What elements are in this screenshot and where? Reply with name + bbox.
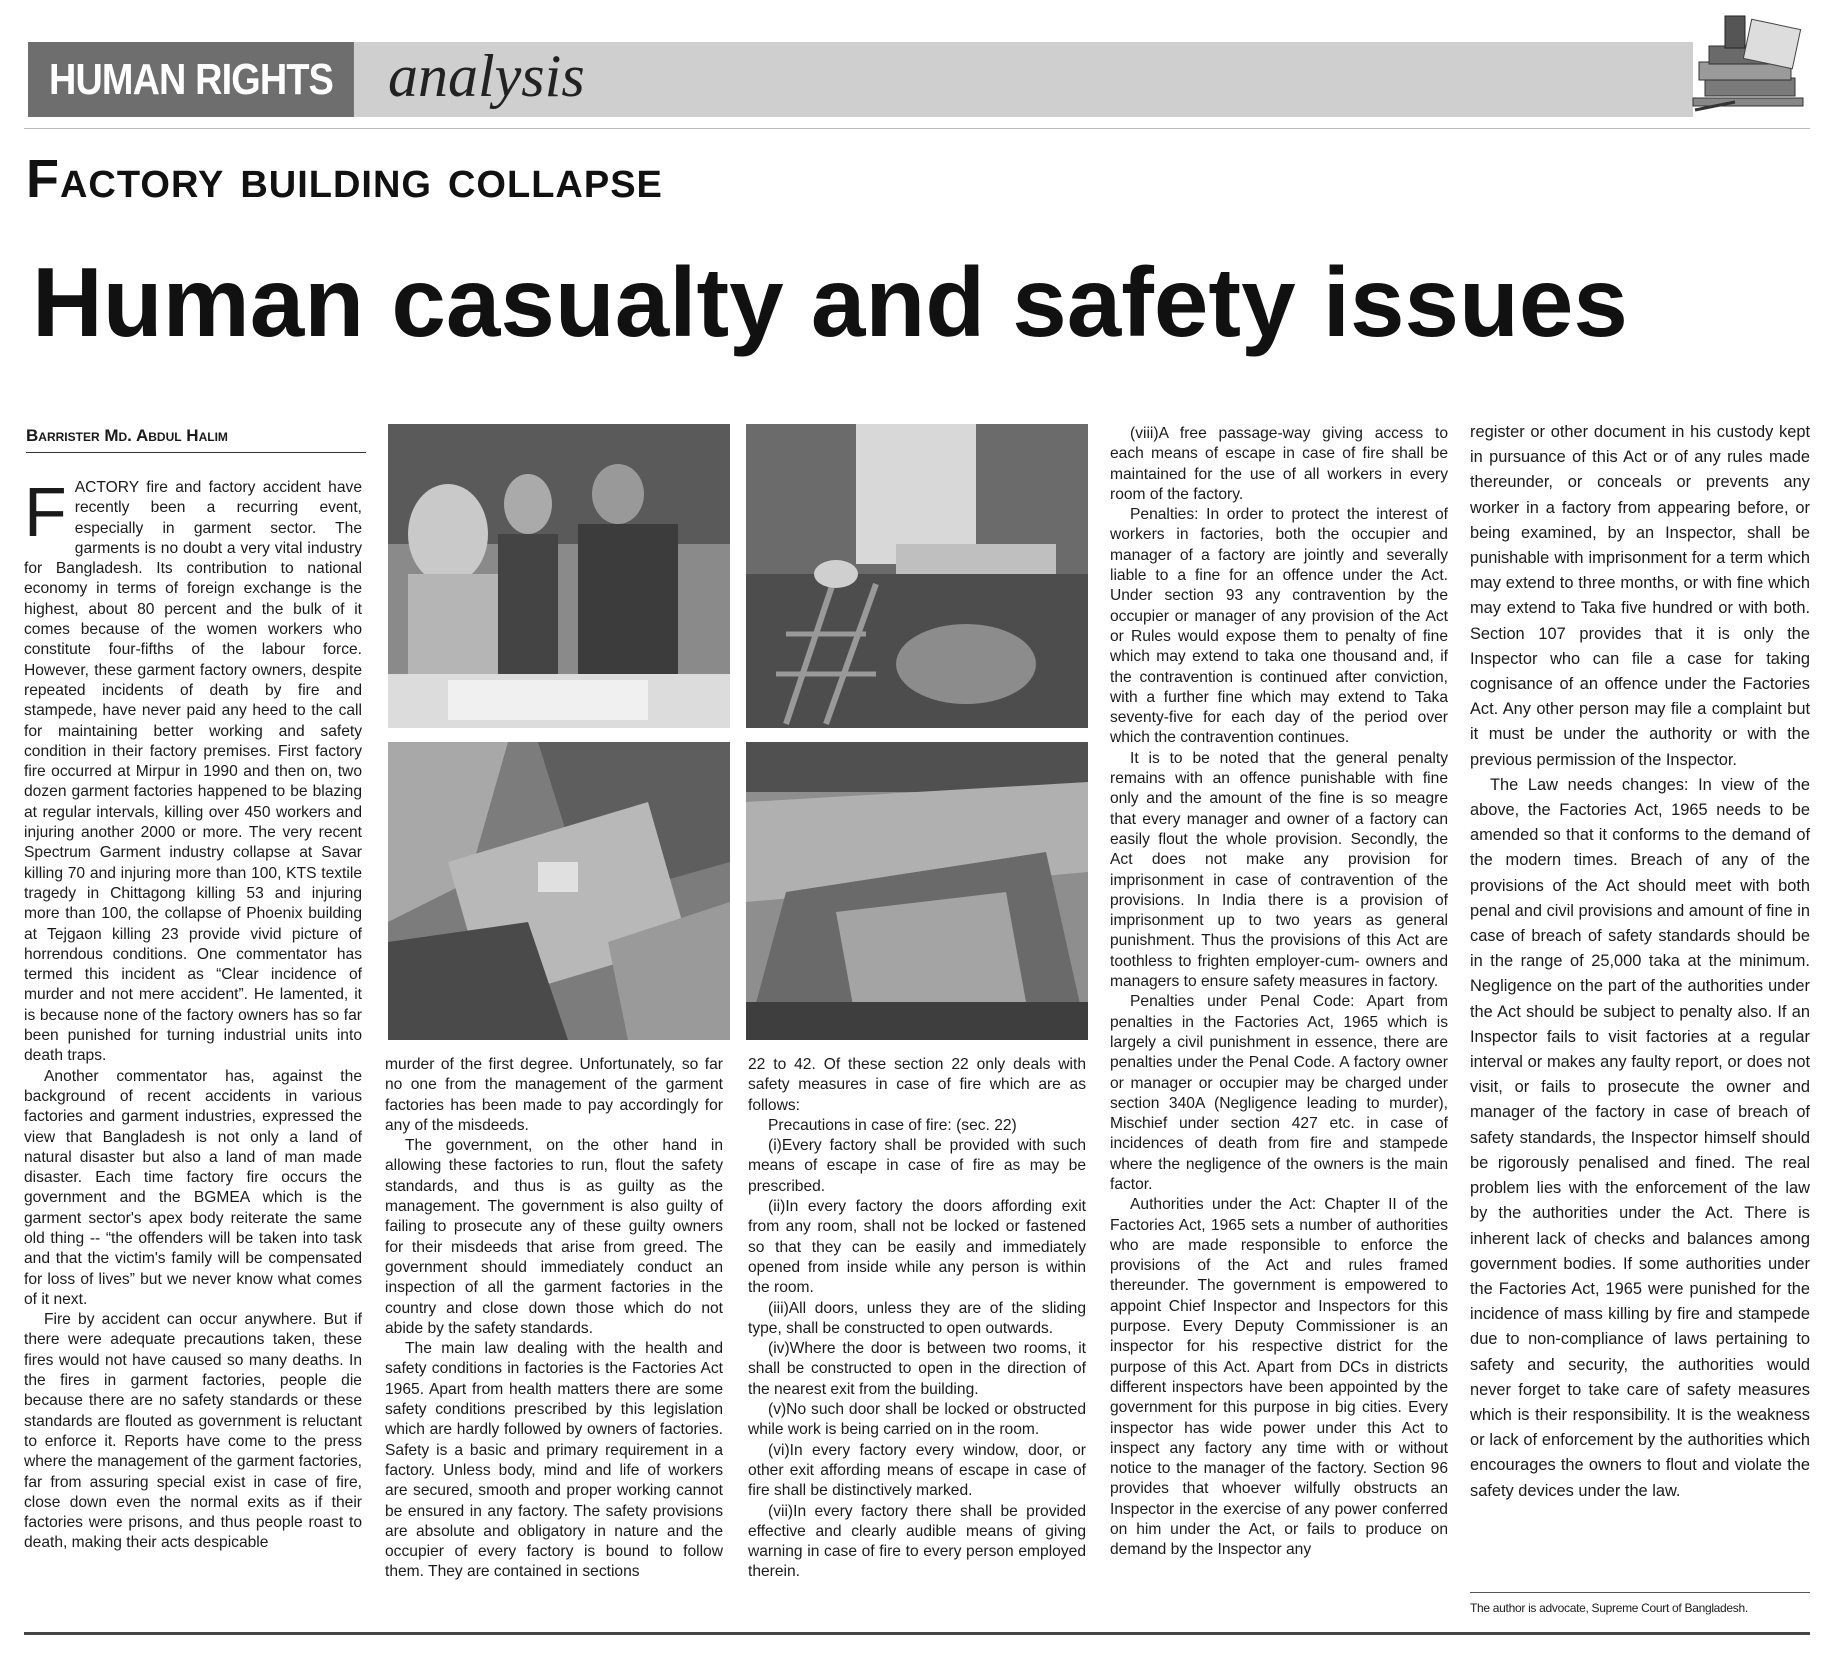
column-1: [24, 473, 362, 1554]
list-item: (iv)Where the door is between two rooms, it shall be constructed to open in the direction of the nearest exit from the building.: [748, 1340, 1086, 1398]
dropcap: F: [24, 473, 67, 551]
section-label: HUMAN RIGHTS: [28, 42, 354, 117]
kicker: Factory building collapse: [26, 149, 663, 209]
photo-aerial-crowd: [746, 742, 1088, 1040]
column-2: [385, 1055, 723, 1583]
photo-leader-visit: [388, 424, 730, 728]
list-item: (i)Every factory shall be provided with such means of escape in case of fire as may be prescribed.: [748, 1137, 1086, 1195]
list-item: (vi)In every factory every window, door, or other exit affording means of escape in case of fire shall be distinctively marked.: [748, 1441, 1086, 1500]
paragraph: The main law dealing with the health and safety conditions in factories is the Factories Act 1965. Apart from health matters there are some safety conditions prescribed by this legislation which are hardly followed by owners of factories. Safety is a basic and primary requirement in a factory. Unless body, mind and life of workers are secured, smooth and proper working cannot be ensured in any factory. The safety provisions are absolute and obligatory in nature and the occupier of every factory is bound to follow them. They are contained in sections: [385, 1340, 723, 1581]
paragraph: murder of the first degree. Unfortunately, so far no one from the management of the garment factories has been made to pay accordingly for any of the misdeeds.: [385, 1056, 723, 1134]
author-credit: The author is advocate, Supreme Court of Bangladesh.: [1470, 1592, 1810, 1615]
list-item: (vii)In every factory there shall be provided effective and clearly audible means of giving warning in case of fire to every person employed therein.: [748, 1502, 1086, 1581]
paragraph: It is to be noted that the general penalty remains with an offence punishable with fine only and the amount of the fine is so meagre that every manager and owner of a factory can easily flout the whole provision. Secondly, the Act does not make any provision for imprisonment in case of contravention of the provisions. In India there is a provision of imprisonment up to two years as general punishment. Thus the provisions of this Act are toothless to frighten employer-cum- owners and managers to ensure safety measures in factory.: [1110, 749, 1448, 991]
byline: Barrister Md. Abdul Halim: [26, 426, 366, 453]
column-3: [748, 1055, 1086, 1583]
paragraph: The government, on the other hand in allowing these factories to run, flout the safety standards, and thus is as guilty as the management. The government is also guilty of failing to prosecute any of these guilty owners for their misdeeds that arise from greed. The government should immediately conduct an inspection of all the garment factories in the country and close down those which do not abide by the safety standards.: [385, 1137, 723, 1337]
paragraph: Another commentator has, against the background of recent accidents in various factories and garment industries, expressed the view that Bangladesh is not only a land of natural disaster but also a land of man made disaster. Each time factory fire occurs the government and the BGMEA which is the garment sector's apex body reiterate the same old thing -- “the offenders will be taken into task and that the victim's family will be compensated for loss of lives” but we never know what comes of it next.: [24, 1067, 362, 1308]
paragraph: register or other document in his custody kept in pursuance of this Act or of any rules made thereunder, or conceals or prevents any worker in a factory from appearing before, or being examined, by an Inspector, shall be punishable with imprisonment for a term which may extend to three months, or with fine which may extend to Taka five hundred or with both. Section 107 provides that it is only the Inspector who can file a case for taking cognisance of an offence under the Factories Act. Any other person may file a complaint but it must be under the authority or with the previous permission of the Inspector.: [1470, 423, 1810, 769]
paragraph: Penalties under Penal Code: Apart from penalties in the Factories Act, 1965 which is largely a civil punishment in essence, there are penalties under the Penal Code. A factory owner or manager or occupier may be charged under section 340A (Negligence leading to murder), Mischief under section 427 etc. in case of incidences of death from fire and stampede where the negligence of the owners is the main factor.: [1110, 993, 1448, 1193]
paragraph: Fire by accident can occur anywhere. But if there were adequate precautions taken, these fires would not have caused so many deaths. In the fires in garment factories, people die because there are no safety standards or these standards are flouted as government is reluctant to enforce it. Reports have come to the press where the management of the garment factories, far from assuring special exist in case of fire, close down even the normal exits as if their factories were prisons, and thus people roast to death, making their acts despicable: [24, 1311, 362, 1552]
paragraph: The Law needs changes: In view of the above, the Factories Act, 1965 needs to be amended so that it conforms to the demand of the modern times. Breach of any of the provisions of the Act should meet with both penal and civil provisions and amount of fine in case of breach of safety standards should be in the range of 25,000 taka at the minimum. Negligence on the part of the authorities under the Act should be subject to penalty also. If an Inspector fails to visit factories at a regular interval or makes any faulty report, or does not visit, or fails to prosecute the owner and manager of the factory in case of breach of safety standards, the Inspector himself should be rigorously penalised and fined. The real problem lies with the enforcement of the law by the authorities under the Act. There is inherent lack of checks and balances among government bodies. If some authorities under the Factories Act, 1965 were punished for the incidence of mass killing by fire and stampede due to non-compliance of laws pertaining to safety and security, the authorities would never forget to take care of safety measures which is their responsibility. It is the weakness or lack of enforcement by the authorities which encourages the owners to flout and violate the safety devices under the law.: [1470, 775, 1810, 1500]
list-item: (iii)All doors, unless they are of the sliding type, shall be constructed to open outwards.: [748, 1299, 1086, 1337]
paragraph: Penalties: In order to protect the interest of workers in factories, both the occupier and manager of a factory are jointly and severally liable to a fine for an offence under the Act. Under section 93 any contravention by the occupier or manager of any provision of the Act or Rules would expose them to penalty of fine which may extend to taka one thousand and, if the contravention is continued after conviction, with a further fine which may extend to Taka seventy-five for each day of the period over which the contravention continues.: [1110, 506, 1448, 747]
paragraph: [24, 473, 362, 1067]
paragraph-text: ACTORY fire and factory accident have recently been a recurring event, especially in garment sector. The garments is no doubt a very vital industry for Bangladesh. Its contribution to national economy in terms of foreign exchange is the highest, about 80 percent and the bulk of it comes because of the women workers who constitute four-fifths of the labour force. However, these garment factory owners, despite repeated incidents of death by fire and stampede, have never paid any heed to the call for maintaining better working and safety condition in their factory premises. First factory fire occurred at Mirpur in 1990 and then on, two dozen garment factories happened to be blazing at regular intervals, killing over 450 workers and injuring another 2000 or more. The very recent Spectrum Garment industry collapse at Savar killing 70 and injuring more than 100, KTS textile tragedy in Chittagong killing 53 and injuring more than 100, the collapse of Phoenix building at Tejgaon killing 23 provide vivid picture of horrendous conditions. One commentator has termed this incident as “Clear incidence of murder and not mere accident”. He lamented, it is because none of the factory owners has so far been punished for turning industrial units into death traps.: [24, 479, 362, 1065]
list-item: (v)No such door shall be locked or obstructed while work is being carried on in the room.: [748, 1401, 1086, 1439]
books-icon: [1685, 10, 1815, 115]
paragraph: 22 to 42. Of these section 22 only deals with safety measures in case of fire which are as follows:: [748, 1056, 1086, 1114]
subsection-label: analysis: [388, 43, 585, 109]
section-banner: [28, 42, 1693, 117]
photo-rubble-rescue: [746, 424, 1088, 728]
list-item: (viii)A free passage-way giving access to each means of escape in case of fire shall be maintained for the use of all workers in every room of the factory.: [1110, 425, 1448, 503]
headline: Human casualty and safety issues: [32, 247, 1628, 357]
paragraph: Precautions in case of fire: (sec. 22): [768, 1116, 1017, 1134]
column-4: [1110, 424, 1448, 1561]
photo-collapsed-building: [388, 742, 730, 1040]
column-5: [1470, 420, 1810, 1504]
photo-collage: [388, 424, 1088, 1040]
list-item: (ii)In every factory the doors affording exit from any room, shall not be locked or fastened so that they can be easily and immediately opened from inside while any person is within the room.: [748, 1198, 1086, 1297]
paragraph: Authorities under the Act: Chapter II of the Factories Act, 1965 sets a number of authorities who are made responsible to enforce the provisions of the Act and rules framed thereunder. The government is empowered to appoint Chief Inspector and Inspectors for this purpose. Every Deputy Commissioner is an inspector for his respective district for the purpose of this Act. Apart from DCs in districts different inspectors have been appointed by the government for this purpose in big cities. Every inspector has wide power under this Act to inspect any factory any time with or without notice to the manager of the factory. Section 96 provides that whoever wilfully obstructs an Inspector in the exercise of any power conferred on him under the Act, or fails to produce on demand by the Inspector any: [1110, 1196, 1448, 1559]
top-rule: [24, 128, 1810, 129]
bottom-rule: [24, 1632, 1810, 1635]
